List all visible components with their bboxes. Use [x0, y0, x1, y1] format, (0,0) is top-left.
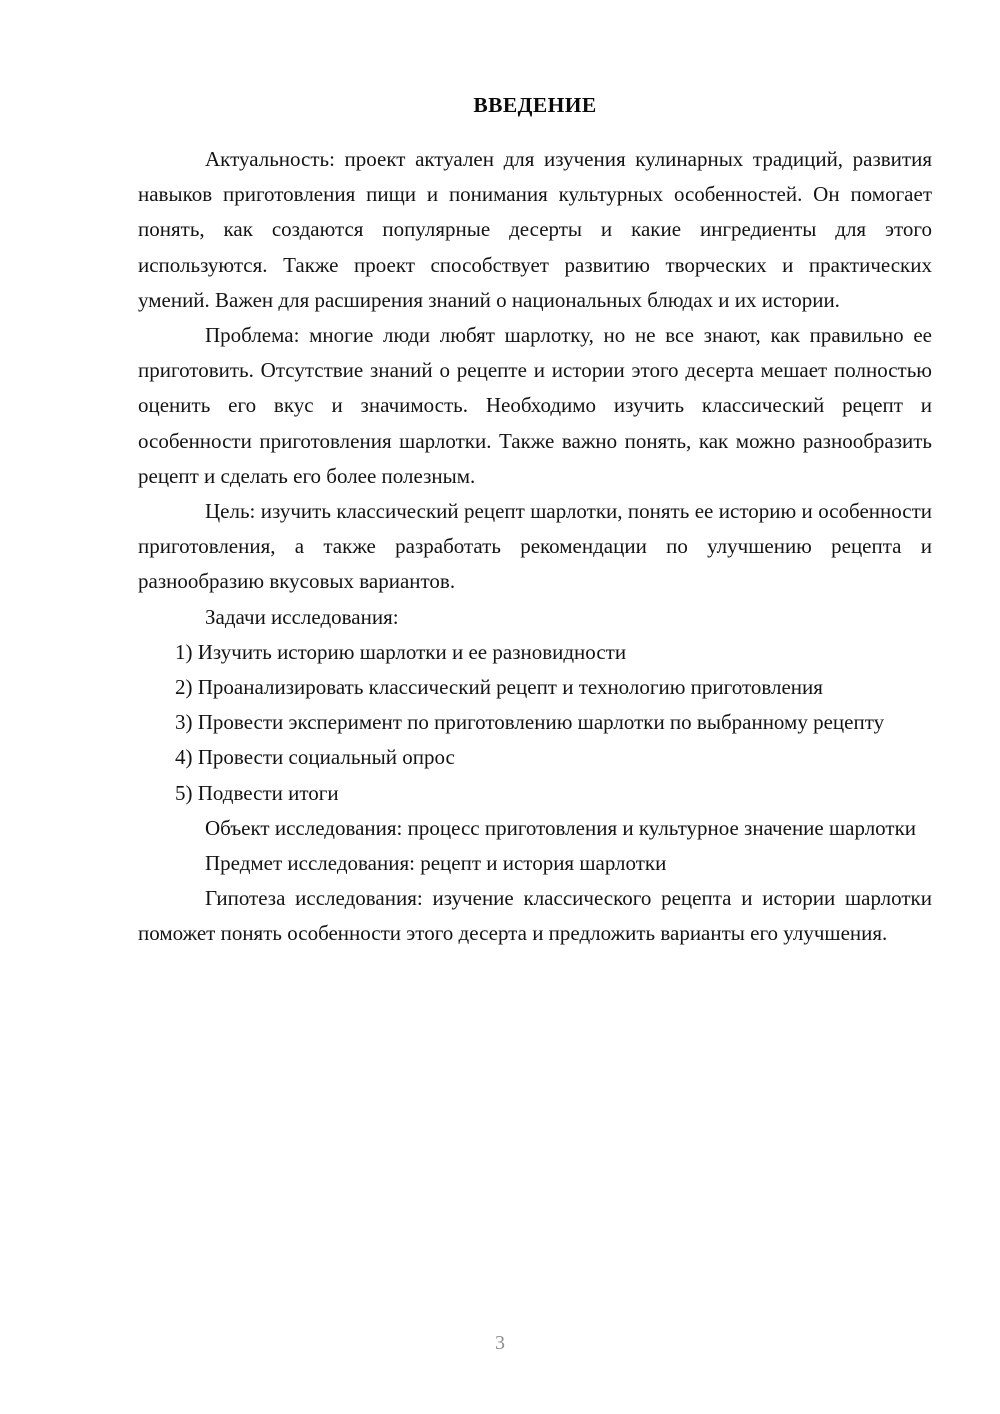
paragraph-task-2: 2) Проанализировать классический рецепт и технологию приготовления	[175, 675, 823, 700]
body-text	[138, 142, 932, 952]
page-content	[138, 88, 932, 952]
paragraph-task-1: 1) Изучить историю шарлотки и ее разновидности	[175, 639, 627, 664]
paragraph-task-5: 5) Подвести итоги	[175, 780, 339, 805]
page-title: ВВЕДЕНИЕ	[473, 93, 597, 117]
paragraph-goal: Цель: изучить классический рецепт шарлотки, понять ее историю и особенности приготовления, а также разработать рекомендации по улучшению рецепта и разнообразию вкусовых вариантов.	[138, 499, 932, 594]
page-number: 3	[495, 1332, 505, 1354]
paragraph-subject: Предмет исследования: рецепт и история шарлотки	[205, 851, 667, 876]
paragraph-relevance: Актуальность: проект актуален для изучения кулинарных традиций, развития навыков приготовления пищи и понимания культурных особенностей. Он помогает понять, как создаются популярные десерты и какие ингредиенты для этого используются. Также проект способствует развитию творческих и практических умений. Важен для расширения знаний о национальных блюдах и их истории.	[138, 147, 932, 312]
paragraph-object: Объект исследования: процесс приготовления и культурное значение шарлотки	[205, 815, 917, 840]
paragraph-task-3: 3) Провести эксперимент по приготовлению шарлотки по выбранному рецепту	[175, 710, 885, 735]
paragraph-tasks-heading: Задачи исследования:	[205, 604, 399, 629]
paragraph-hypothesis: Гипотеза исследования: изучение классического рецепта и истории шарлотки поможет понять особенности этого десерта и предложить варианты его улучшения.	[138, 886, 932, 946]
paragraph-task-4: 4) Провести социальный опрос	[175, 745, 455, 770]
paragraph-problem: Проблема: многие люди любят шарлотку, но не все знают, как правильно ее приготовить. Отсутствие знаний о рецепте и истории этого десерта мешает полностью оценить его вкус и значимость. Необходимо изучить классический рецепт и особенности приготовления шарлотки. Также важно понять, как можно разнообразить рецепт и сделать его более полезным.	[138, 323, 932, 488]
